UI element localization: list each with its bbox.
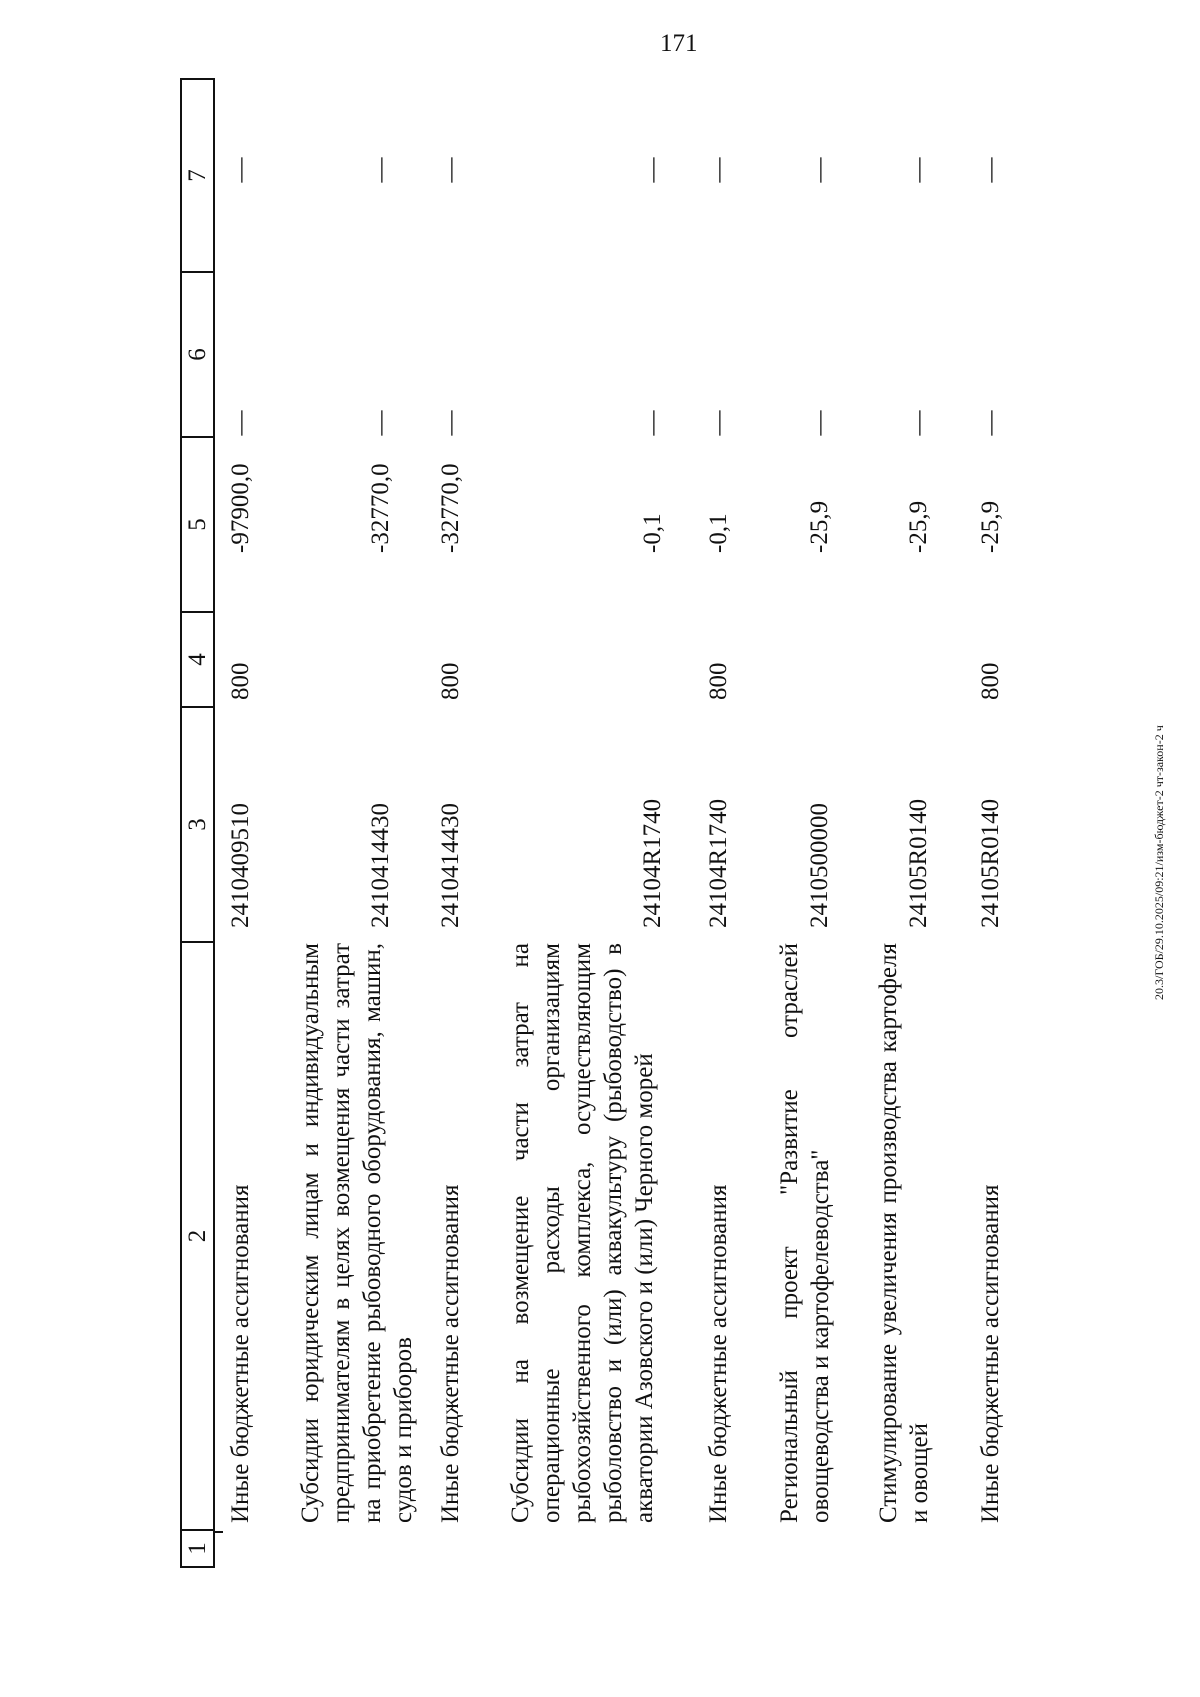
row-amount: -25,9 bbox=[806, 500, 833, 553]
row-col7: — bbox=[806, 157, 833, 183]
row-description: Субсидии на возмещение части затрат на операционные расходы организациям рыбохозяйственного комплекса, осуществляющим рыболовство и (или) аквакультуру (рыбоводство) в акватории Азовского и (или) Черного морей bbox=[507, 943, 658, 1523]
row-col6: — bbox=[437, 410, 464, 436]
row-col7: — bbox=[437, 157, 464, 183]
row-col6: — bbox=[227, 410, 254, 436]
row-target-code: 24105R0140 bbox=[905, 798, 932, 928]
row-col7: — bbox=[367, 157, 394, 183]
row-col6: — bbox=[905, 410, 932, 436]
header-col-2: 2 bbox=[182, 941, 213, 1529]
header-col-1: 1 bbox=[182, 1529, 213, 1566]
budget-table bbox=[180, 78, 1130, 1568]
row-amount: -0,1 bbox=[705, 513, 732, 553]
row-target-code: 2410500000 bbox=[806, 803, 833, 928]
row-target-code: 2410409510 bbox=[227, 803, 254, 928]
row-amount: -25,9 bbox=[905, 500, 932, 553]
row-col6: — bbox=[639, 410, 666, 436]
row-col6: — bbox=[367, 410, 394, 436]
document-footer-code: 20.3/ГОБ/29.10.2025/09:21/изм-бюджет-2 чт-закон-2 ч bbox=[1152, 725, 1166, 1000]
row-col7: — bbox=[639, 157, 666, 183]
row-description: Субсидии юридическим лицам и индивидуальным предпринимателям в целях возмещения части затрат на приобретение рыбоводного оборудования, машин, судов и приборов bbox=[297, 943, 417, 1523]
row-description: Иные бюджетные ассигнования bbox=[227, 1184, 254, 1523]
row-col6: — bbox=[806, 410, 833, 436]
header-col-5: 5 bbox=[182, 436, 213, 611]
row-description: Региональный проект "Развитие отраслей овощеводства и картофелеводства" bbox=[776, 943, 834, 1523]
row-col7: — bbox=[227, 157, 254, 183]
row-expense-type: 800 bbox=[437, 662, 464, 700]
column-1-rule bbox=[215, 1531, 223, 1568]
row-col7: — bbox=[905, 157, 932, 183]
row-amount: -32770,0 bbox=[437, 463, 464, 553]
row-target-code: 24105R0140 bbox=[977, 798, 1004, 928]
row-description: Стимулирование увеличения производства картофеля и овощей bbox=[875, 943, 933, 1523]
row-amount: -97900,0 bbox=[227, 463, 254, 553]
row-target-code: 2410414430 bbox=[367, 803, 394, 928]
header-col-3: 3 bbox=[182, 706, 213, 941]
page-number: 171 bbox=[660, 30, 698, 57]
row-expense-type: 800 bbox=[705, 662, 732, 700]
row-expense-type: 800 bbox=[977, 662, 1004, 700]
row-amount: -32770,0 bbox=[367, 463, 394, 553]
row-target-code: 24104R1740 bbox=[705, 798, 732, 928]
row-amount: -25,9 bbox=[977, 500, 1004, 553]
row-description: Иные бюджетные ассигнования bbox=[437, 1184, 464, 1523]
row-col6: — bbox=[705, 410, 732, 436]
header-col-6: 6 bbox=[182, 271, 213, 436]
header-col-7: 7 bbox=[184, 169, 211, 182]
row-expense-type: 800 bbox=[227, 662, 254, 700]
row-col6: — bbox=[977, 410, 1004, 436]
row-col7: — bbox=[977, 157, 1004, 183]
row-description: Иные бюджетные ассигнования bbox=[977, 1184, 1004, 1523]
row-description: Иные бюджетные ассигнования bbox=[705, 1184, 732, 1523]
row-amount: -0,1 bbox=[639, 513, 666, 553]
header-col-4: 4 bbox=[182, 611, 213, 706]
row-col7: — bbox=[705, 157, 732, 183]
row-target-code: 24104R1740 bbox=[639, 798, 666, 928]
table-header bbox=[180, 78, 215, 1568]
row-target-code: 2410414430 bbox=[437, 803, 464, 928]
